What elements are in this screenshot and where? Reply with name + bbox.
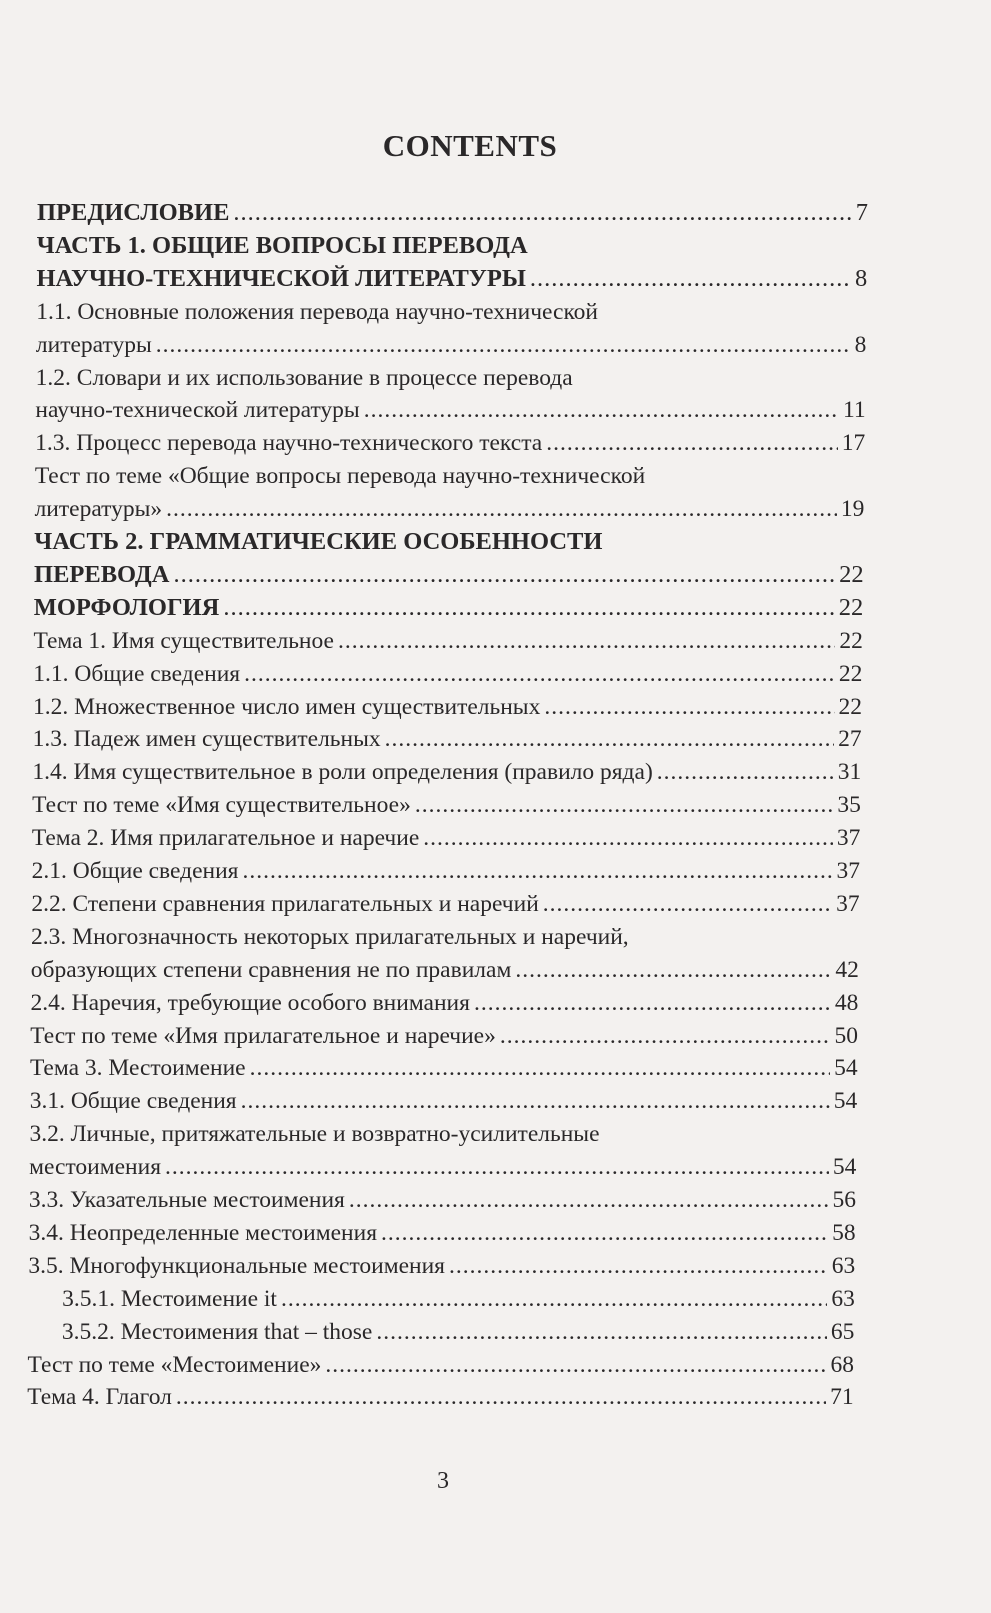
- toc-page-number: 37: [836, 858, 860, 884]
- toc-entry-title: 3.5.2. Местоимения that – those: [61, 1318, 373, 1345]
- dot-leader: [250, 1052, 831, 1084]
- toc-entry-title: 2.4. Наречия, требующие особого внимания: [30, 989, 470, 1016]
- toc-entry-title: 2.3. Многозначность некоторых прилагательных и наречий,: [31, 923, 629, 950]
- dot-leader: [543, 888, 832, 920]
- toc-entry: [35, 493, 865, 525]
- toc-entry-title: Тест по теме «Местоимение»: [27, 1351, 322, 1378]
- toc-entry-title: Тема 1. Имя существительное: [33, 627, 334, 654]
- dot-leader: [381, 1217, 828, 1249]
- toc-page-number: 58: [832, 1219, 856, 1246]
- toc-page-number: 37: [836, 825, 861, 852]
- dot-leader: [385, 723, 834, 755]
- toc-entry: [32, 822, 861, 854]
- toc-entry: [30, 1085, 858, 1117]
- toc-page-number: 22: [838, 593, 864, 621]
- toc-page-number: 27: [838, 726, 862, 753]
- toc-page-number: 35: [837, 792, 861, 819]
- toc-entry-line: [36, 296, 867, 328]
- toc-entry: [36, 263, 867, 295]
- dot-leader: [244, 658, 835, 690]
- page-number: 3: [437, 1468, 449, 1494]
- dot-leader: [325, 1349, 826, 1381]
- dot-leader: [449, 1250, 828, 1282]
- toc-page-number: 37: [836, 890, 860, 917]
- toc-page-number: 68: [830, 1351, 854, 1378]
- toc-page-number: 7: [855, 199, 868, 226]
- toc-entry: [32, 756, 861, 788]
- toc-entry-line: [34, 526, 864, 558]
- toc-entry-title: 3.1. Общие сведения: [29, 1088, 237, 1115]
- toc-page-number: 50: [834, 1022, 858, 1049]
- toc-page-number: 48: [834, 989, 859, 1016]
- toc-entry-title: местоимения: [29, 1154, 162, 1181]
- dot-leader: [338, 625, 835, 657]
- dot-leader: [241, 1085, 830, 1117]
- toc-entry: [30, 1052, 858, 1084]
- dot-leader: [500, 1020, 831, 1052]
- toc-entry-title: 1.3. Процесс перевода научно-технического текста: [35, 430, 543, 457]
- toc-entry-title: 3.3. Указательные местоимения: [28, 1187, 345, 1213]
- dot-leader: [233, 197, 851, 229]
- toc-entry-title: 3.2. Личные, притяжательные и возвратно-усилительные: [29, 1121, 600, 1148]
- toc-page-number: 54: [832, 1154, 857, 1181]
- dot-leader: [546, 427, 838, 459]
- toc-entry: [28, 1349, 854, 1381]
- toc-entry: [31, 888, 859, 920]
- toc-entry-title: Тема 2. Имя прилагательное и наречие: [31, 825, 420, 852]
- dot-leader: [515, 954, 831, 986]
- toc-page-number: 56: [832, 1187, 856, 1213]
- toc-entry-title: 1.1. Основные положения перевода научно-технической: [36, 298, 599, 325]
- toc-entry-title: ПРЕДИСЛОВИЕ: [37, 199, 230, 226]
- dot-leader: [176, 1381, 826, 1413]
- toc-entry-title: 3.5. Многофункциональные местоимения: [28, 1252, 445, 1279]
- toc-entry-title: Тест по теме «Имя прилагательное и наречие»: [30, 1022, 496, 1049]
- toc-entry: [29, 1151, 856, 1183]
- dot-leader: [281, 1283, 827, 1315]
- dot-leader: [657, 756, 834, 788]
- toc-entry-title: НАУЧНО-ТЕХНИЧЕСКОЙ ЛИТЕРАТУРЫ: [36, 264, 526, 292]
- dot-leader: [423, 822, 833, 854]
- toc-page-number: 8: [854, 331, 867, 358]
- dot-leader: [165, 1151, 829, 1183]
- toc-page-number: 63: [831, 1285, 855, 1312]
- toc-entry: [33, 723, 862, 755]
- toc-entry-title: Тема 4. Глагол: [27, 1384, 172, 1411]
- toc-page-number: 22: [838, 660, 863, 687]
- toc-page-number: 42: [835, 956, 859, 983]
- dot-leader: [166, 493, 837, 525]
- toc-entry-title: 1.2. Множественное число имен существительных: [32, 693, 541, 720]
- toc-entry: [30, 1020, 858, 1052]
- dot-leader: [376, 1316, 827, 1348]
- toc-page-number: 22: [839, 560, 864, 588]
- toc-entry-title: 2.1. Общие сведения: [31, 858, 239, 884]
- toc-entry-title: 3.4. Неопределенные местоимения: [28, 1219, 378, 1246]
- toc-page-number: 8: [854, 264, 868, 292]
- toc-entry-title: 1.4. Имя существительное в роли определения (правило ряда): [32, 759, 653, 786]
- toc-entry: [33, 691, 862, 723]
- toc-page-number: 63: [831, 1252, 856, 1279]
- toc-entry: [62, 1283, 855, 1315]
- contents-heading: CONTENTS: [382, 128, 558, 163]
- toc-page-number: 19: [840, 496, 865, 523]
- toc-entry-title: ПЕРЕВОДА: [34, 560, 170, 588]
- dot-leader: [415, 789, 833, 821]
- toc-entry-line: [35, 460, 865, 492]
- toc-entry: [27, 1381, 853, 1413]
- toc-entry: [33, 658, 862, 690]
- toc-page-number: 31: [837, 759, 862, 786]
- toc-entry-title: литературы: [35, 331, 152, 358]
- dot-leader: [530, 263, 851, 295]
- dot-leader: [544, 691, 834, 723]
- toc-entry: [34, 592, 863, 624]
- toc-entry-line: [31, 921, 859, 953]
- toc-entry: [29, 1184, 856, 1216]
- toc-entry-title: 1.3. Падеж имен существительных: [32, 726, 381, 753]
- dot-leader: [173, 559, 835, 591]
- dot-leader: [242, 855, 832, 887]
- toc-entry: [34, 559, 864, 591]
- toc-entry-title: литературы»: [34, 496, 163, 523]
- dot-leader: [156, 329, 851, 361]
- toc-entry-line: [37, 230, 868, 262]
- toc-page-number: 54: [833, 1088, 858, 1115]
- dot-leader: [223, 592, 834, 624]
- toc-entry-title: Тест по теме «Общие вопросы перевода научно-технической: [34, 463, 646, 490]
- toc-page-number: 54: [834, 1055, 858, 1082]
- toc-entry: [31, 987, 859, 1019]
- toc-entry-line: [29, 1118, 856, 1150]
- dot-leader: [349, 1184, 829, 1216]
- toc-entry-title: Тема 3. Местоимение: [29, 1055, 246, 1082]
- toc-page-number: 11: [842, 397, 866, 424]
- toc-page-number: 22: [838, 693, 862, 720]
- toc-entry-title: 3.5.1. Местоимение it: [62, 1285, 277, 1312]
- toc-entry-title: 2.2. Степени сравнения прилагательных и наречий: [31, 890, 539, 917]
- toc-entry-title: научно-технической литературы: [35, 397, 360, 424]
- toc-entry: [62, 1316, 855, 1348]
- toc-page-number: 22: [839, 627, 863, 654]
- toc-entry: [32, 855, 860, 887]
- toc-entry: [36, 329, 867, 361]
- toc-entry: [33, 625, 862, 657]
- toc-page-number: 17: [841, 430, 866, 457]
- toc-entry-title: МОРФОЛОГИЯ: [33, 593, 220, 621]
- toc-entry: [28, 1250, 855, 1282]
- toc-entry-title: ЧАСТЬ 1. ОБЩИЕ ВОПРОСЫ ПЕРЕВОДА: [36, 231, 528, 259]
- toc-entry: [29, 1217, 856, 1249]
- toc-entry: [37, 197, 868, 229]
- toc-entry: [32, 789, 861, 821]
- toc-page-number: 71: [830, 1384, 854, 1411]
- toc-entry-title: ЧАСТЬ 2. ГРАММАТИЧЕСКИЕ ОСОБЕННОСТИ: [34, 528, 603, 555]
- toc-entry-title: 1.2. Словари и их использование в процессе перевода: [35, 364, 573, 391]
- toc-entry-title: Тест по теме «Имя существительное»: [32, 792, 411, 819]
- dot-leader: [364, 394, 839, 426]
- toc-entry-title: образующих степени сравнения не по правилам: [30, 956, 512, 983]
- toc-entry: [35, 427, 865, 459]
- toc-entry: [31, 954, 859, 986]
- toc-entry: [35, 394, 865, 426]
- toc-entry-title: 1.1. Общие сведения: [33, 660, 241, 687]
- toc-entry-line: [36, 362, 866, 394]
- toc-page-number: 65: [830, 1318, 855, 1345]
- dot-leader: [474, 987, 831, 1019]
